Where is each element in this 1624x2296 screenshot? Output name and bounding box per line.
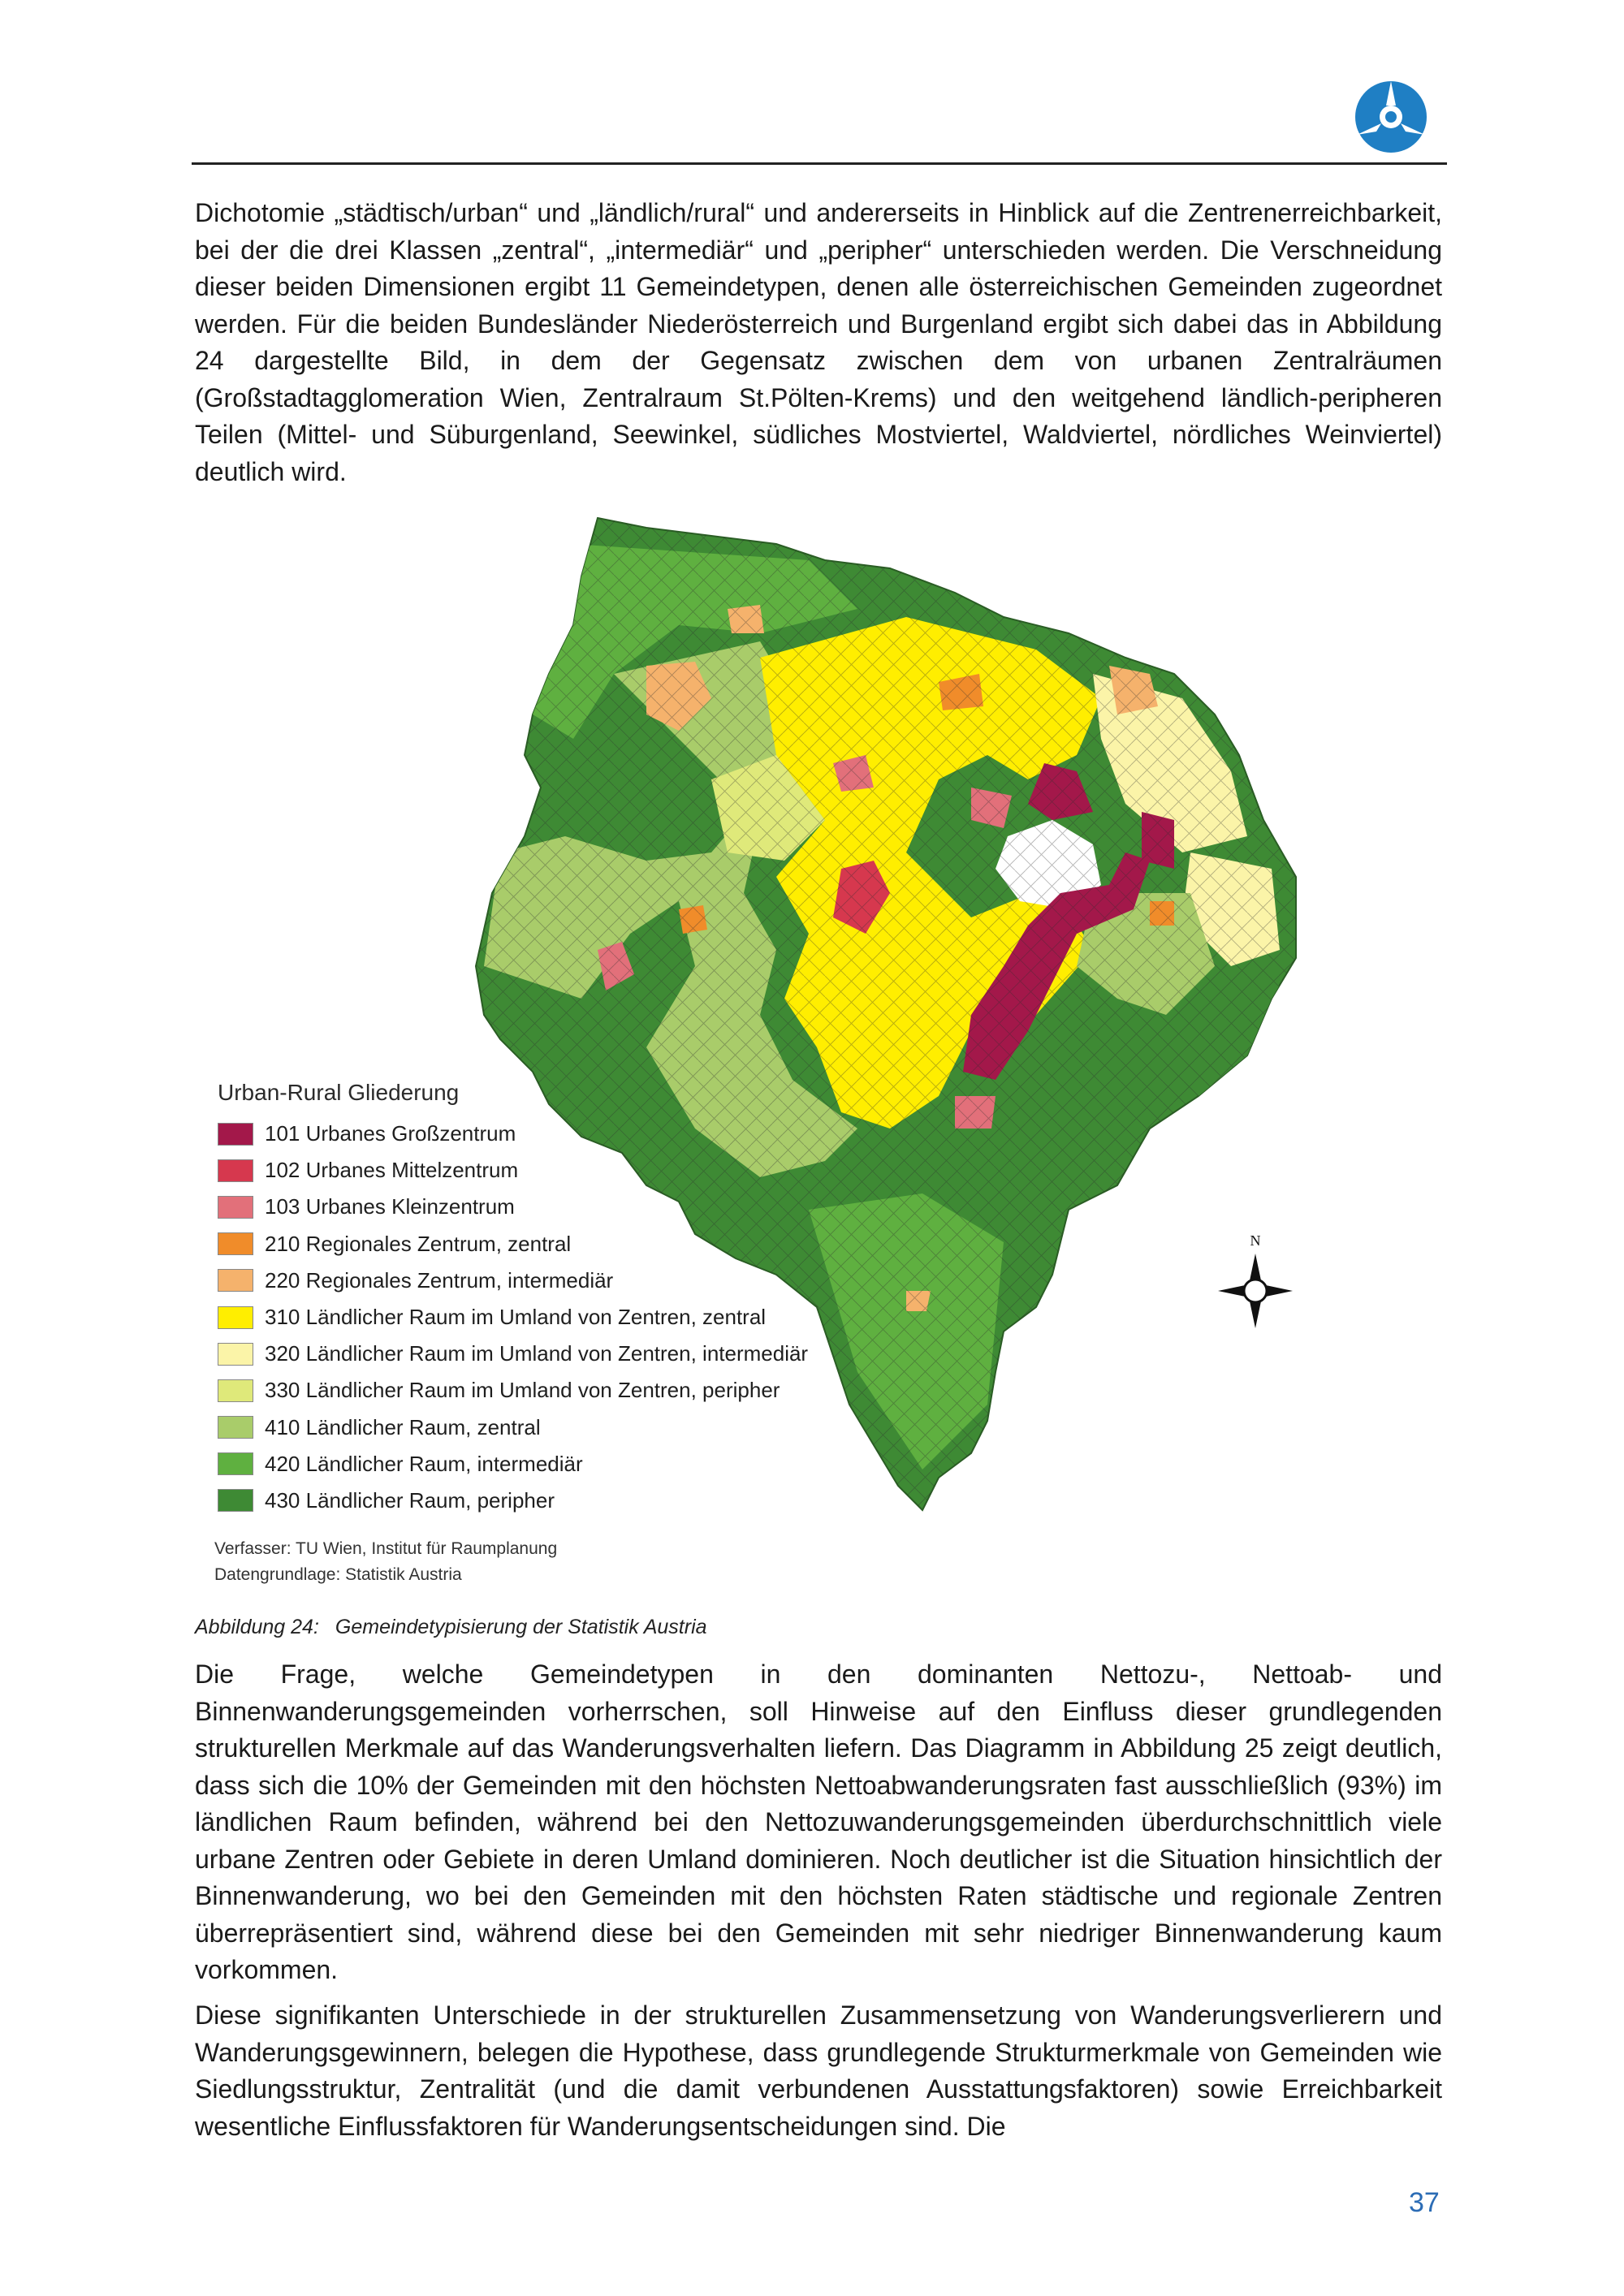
legend-label: 101 Urbanes Großzentrum <box>265 1121 516 1146</box>
legend-label: 220 Regionales Zentrum, intermediär <box>265 1267 614 1293</box>
legend-item <box>218 1299 808 1336</box>
figure-caption <box>195 1616 723 1639</box>
legend-item <box>218 1372 808 1409</box>
header-rule <box>192 162 1447 165</box>
north-label: N <box>1250 1232 1261 1249</box>
institution-logo-icon <box>1344 78 1440 156</box>
map-credits <box>214 1536 557 1588</box>
paragraph-question: Die Frage, welche Gemeindetypen in den dominanten Nettozu-, Nettoab- und Binnenwanderungsgemeinden vorherrschen, soll Hinweise auf den Einfluss dieser grundlegenden strukturellen Merkmale auf das Wanderungsverhalten liefern. Das Diagramm in Abbildung 25 zeigt deutlich, dass sich die 10% der Gemeinden mit den höchsten Nettoabwanderungsraten fast ausschließlich (93%) im ländlichen Raum befinden, während bei den Nettozuwanderungsgemeinden überdurchschnittlich viele urbane Zentren oder Gebiete in deren Umland dominieren. Noch deutlicher ist die Situation hinsichtlich der Binnenwanderung, wo bei den Gemeinden mit den höchsten Raten städtische und regionale Zentren überrepräsentiert sind, während diese bei den Gemeinden mit sehr niedriger Binnenwanderung kaum vorkommen. <box>195 1659 1442 1984</box>
legend-swatch <box>218 1489 253 1512</box>
legend-swatch <box>218 1196 253 1219</box>
legend-swatch <box>218 1452 253 1475</box>
legend-label: 310 Ländlicher Raum im Umland von Zentren, zentral <box>265 1305 767 1330</box>
paragraph-intro: Dichotomie „städtisch/urban“ und „ländlich/rural“ und andererseits in Hinblick auf die Zentrenerreichbarkeit, bei der die drei Klassen „zentral“, „intermediär“ und „peripher“ unterschieden werden. Die Verschneidung dieser beiden Dimensionen ergibt 11 Gemeindetypen, denen alle österreichischen Gemeinden zugeordnet werden. Für die beiden Bundesländer Niederösterreich und Burgenland ergibt sich dabei das in Abbildung 24 dargestellte Bild, in dem der Gegensatz zwischen dem von urbanen Zentralräumen (Großstadtagglomeration Wien, Zentralraum St.Pölten-Krems) und den weitgehend ländlich-peripheren Teilen (Mittel- und Süburgenland, Seewinkel, südliches Mostviertel, Waldviertel, nördliches Weinviertel) deutlich wird. <box>195 198 1442 486</box>
legend-item <box>218 1189 808 1225</box>
legend-label: 210 Regionales Zentrum, zentral <box>265 1231 572 1256</box>
legend-item <box>218 1116 808 1152</box>
legend-item <box>218 1336 808 1372</box>
legend-swatch <box>218 1269 253 1292</box>
legend-item <box>218 1226 808 1262</box>
page-number: 37 <box>1409 2187 1440 2218</box>
legend-swatch <box>218 1306 253 1329</box>
credit-author: Verfasser: TU Wien, Institut für Raumplanung <box>214 1539 558 1558</box>
legend-item <box>218 1152 808 1189</box>
legend-label: 103 Urbanes Kleinzentrum <box>265 1194 515 1219</box>
legend-swatch <box>218 1232 253 1255</box>
legend-label: 320 Ländlicher Raum im Umland von Zentren, intermediär <box>265 1341 809 1366</box>
figure-map <box>192 511 1345 1591</box>
legend-swatch <box>218 1123 253 1146</box>
caption-text: Gemeindetypisierung der Statistik Austria <box>335 1616 707 1638</box>
legend-item <box>218 1446 808 1482</box>
caption-label: Abbildung 24: <box>195 1616 319 1638</box>
legend-swatch <box>218 1416 253 1439</box>
legend-label: 420 Ländlicher Raum, intermediär <box>265 1451 583 1476</box>
legend-title: Urban-Rural Gliederung <box>218 1080 460 1105</box>
legend-item <box>218 1482 808 1519</box>
legend-label: 410 Ländlicher Raum, zentral <box>265 1414 541 1439</box>
legend-swatch <box>218 1159 253 1182</box>
legend-swatch <box>218 1379 253 1402</box>
legend-item <box>218 1409 808 1446</box>
legend-item <box>218 1262 808 1299</box>
legend-label: 330 Ländlicher Raum im Umland von Zentren, peripher <box>265 1378 780 1403</box>
legend-label: 102 Urbanes Mittelzentrum <box>265 1158 519 1183</box>
north-arrow-icon <box>1218 1232 1293 1328</box>
legend-swatch <box>218 1343 253 1366</box>
credit-data-source: Datengrundlage: Statistik Austria <box>214 1565 462 1584</box>
legend-label: 430 Ländlicher Raum, peripher <box>265 1487 555 1513</box>
paragraph-conclusion: Diese signifikanten Unterschiede in der strukturellen Zusammensetzung von Wanderungsverlierern und Wanderungsgewinnern, belegen die Hypothese, dass grundlegende Strukturmerkmale von Gemeinden wie Siedlungsstruktur, Zentralität (und die damit verbundenen Ausstattungsfaktoren) sowie Erreichbarkeit wesentliche Einflussfaktoren für Wanderungsentscheidungen sind. Die <box>195 2000 1442 2141</box>
map-legend <box>218 1080 808 1519</box>
